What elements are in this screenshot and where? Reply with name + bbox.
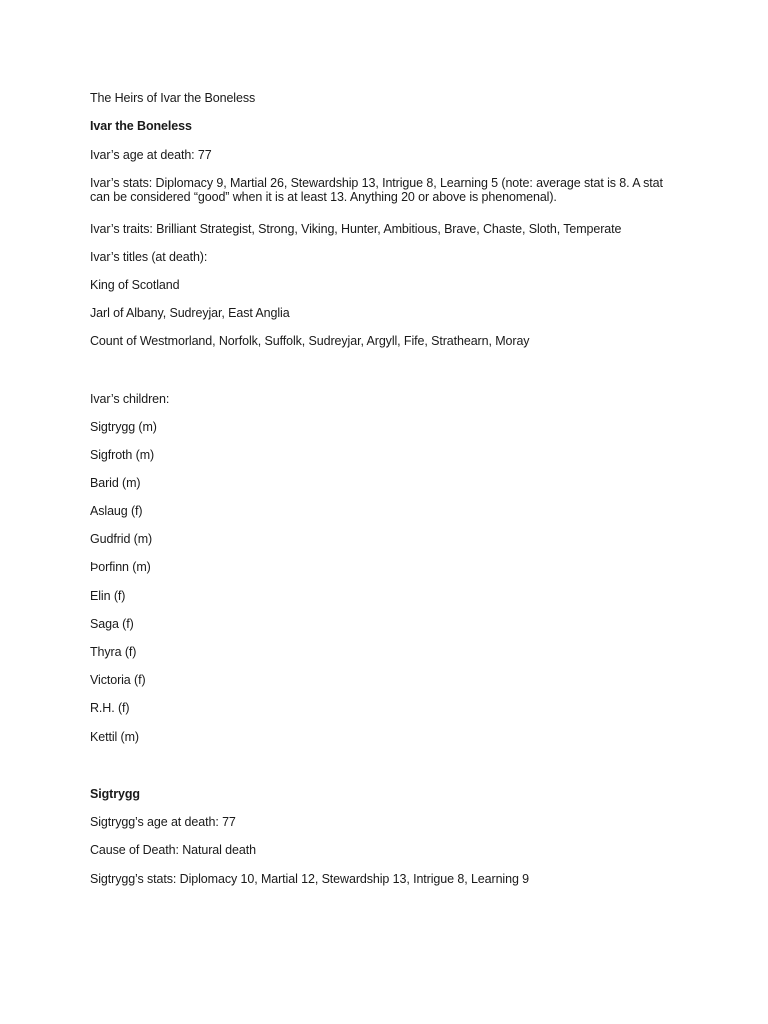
sigtrygg-age: Sigtrygg’s age at death: 77: [90, 815, 236, 829]
ivar-titles-label: Ivar’s titles (at death):: [90, 250, 208, 264]
child-item: Elin (f): [90, 589, 126, 603]
ivar-title-king: King of Scotland: [90, 278, 180, 292]
ivar-traits: Ivar’s traits: Brilliant Strategist, Strong, Viking, Hunter, Ambitious, Brave, Chaste, Sloth, Temperate: [90, 222, 622, 236]
section-heading-sigtrygg: Sigtrygg: [90, 787, 140, 801]
child-item: Kettil (m): [90, 730, 140, 744]
child-item: Þorfinn (m): [90, 560, 151, 574]
ivar-title-count: Count of Westmorland, Norfolk, Suffolk, Sudreyjar, Argyll, Fife, Strathearn, Moray: [90, 334, 530, 348]
sigtrygg-cause: Cause of Death: Natural death: [90, 843, 256, 857]
sigtrygg-stats: Sigtrygg’s stats: Diplomacy 10, Martial 12, Stewardship 13, Intrigue 8, Learning 9: [90, 872, 530, 886]
child-item: Sigtrygg (m): [90, 420, 157, 434]
children-label: Ivar’s children:: [90, 392, 170, 406]
ivar-title-jarl: Jarl of Albany, Sudreyjar, East Anglia: [90, 306, 290, 320]
document-title: The Heirs of Ivar the Boneless: [90, 91, 256, 105]
child-item: Gudfrid (m): [90, 532, 153, 546]
child-item: R.H. (f): [90, 701, 130, 715]
child-item: Sigfroth (m): [90, 448, 155, 462]
child-item: Barid (m): [90, 476, 141, 490]
ivar-stats: Ivar’s stats: Diplomacy 9, Martial 26, Stewardship 13, Intrigue 8, Learning 5 (note: average stat is 8. A stat can be considered “good” when it is at least 13. Anything 20 or above is phenomenal).: [90, 176, 663, 204]
section-heading-ivar: Ivar the Boneless: [90, 119, 192, 133]
child-item: Aslaug (f): [90, 504, 143, 518]
child-item: Saga (f): [90, 617, 134, 631]
ivar-age: Ivar’s age at death: 77: [90, 148, 212, 162]
child-item: Thyra (f): [90, 645, 137, 659]
child-item: Victoria (f): [90, 673, 146, 687]
